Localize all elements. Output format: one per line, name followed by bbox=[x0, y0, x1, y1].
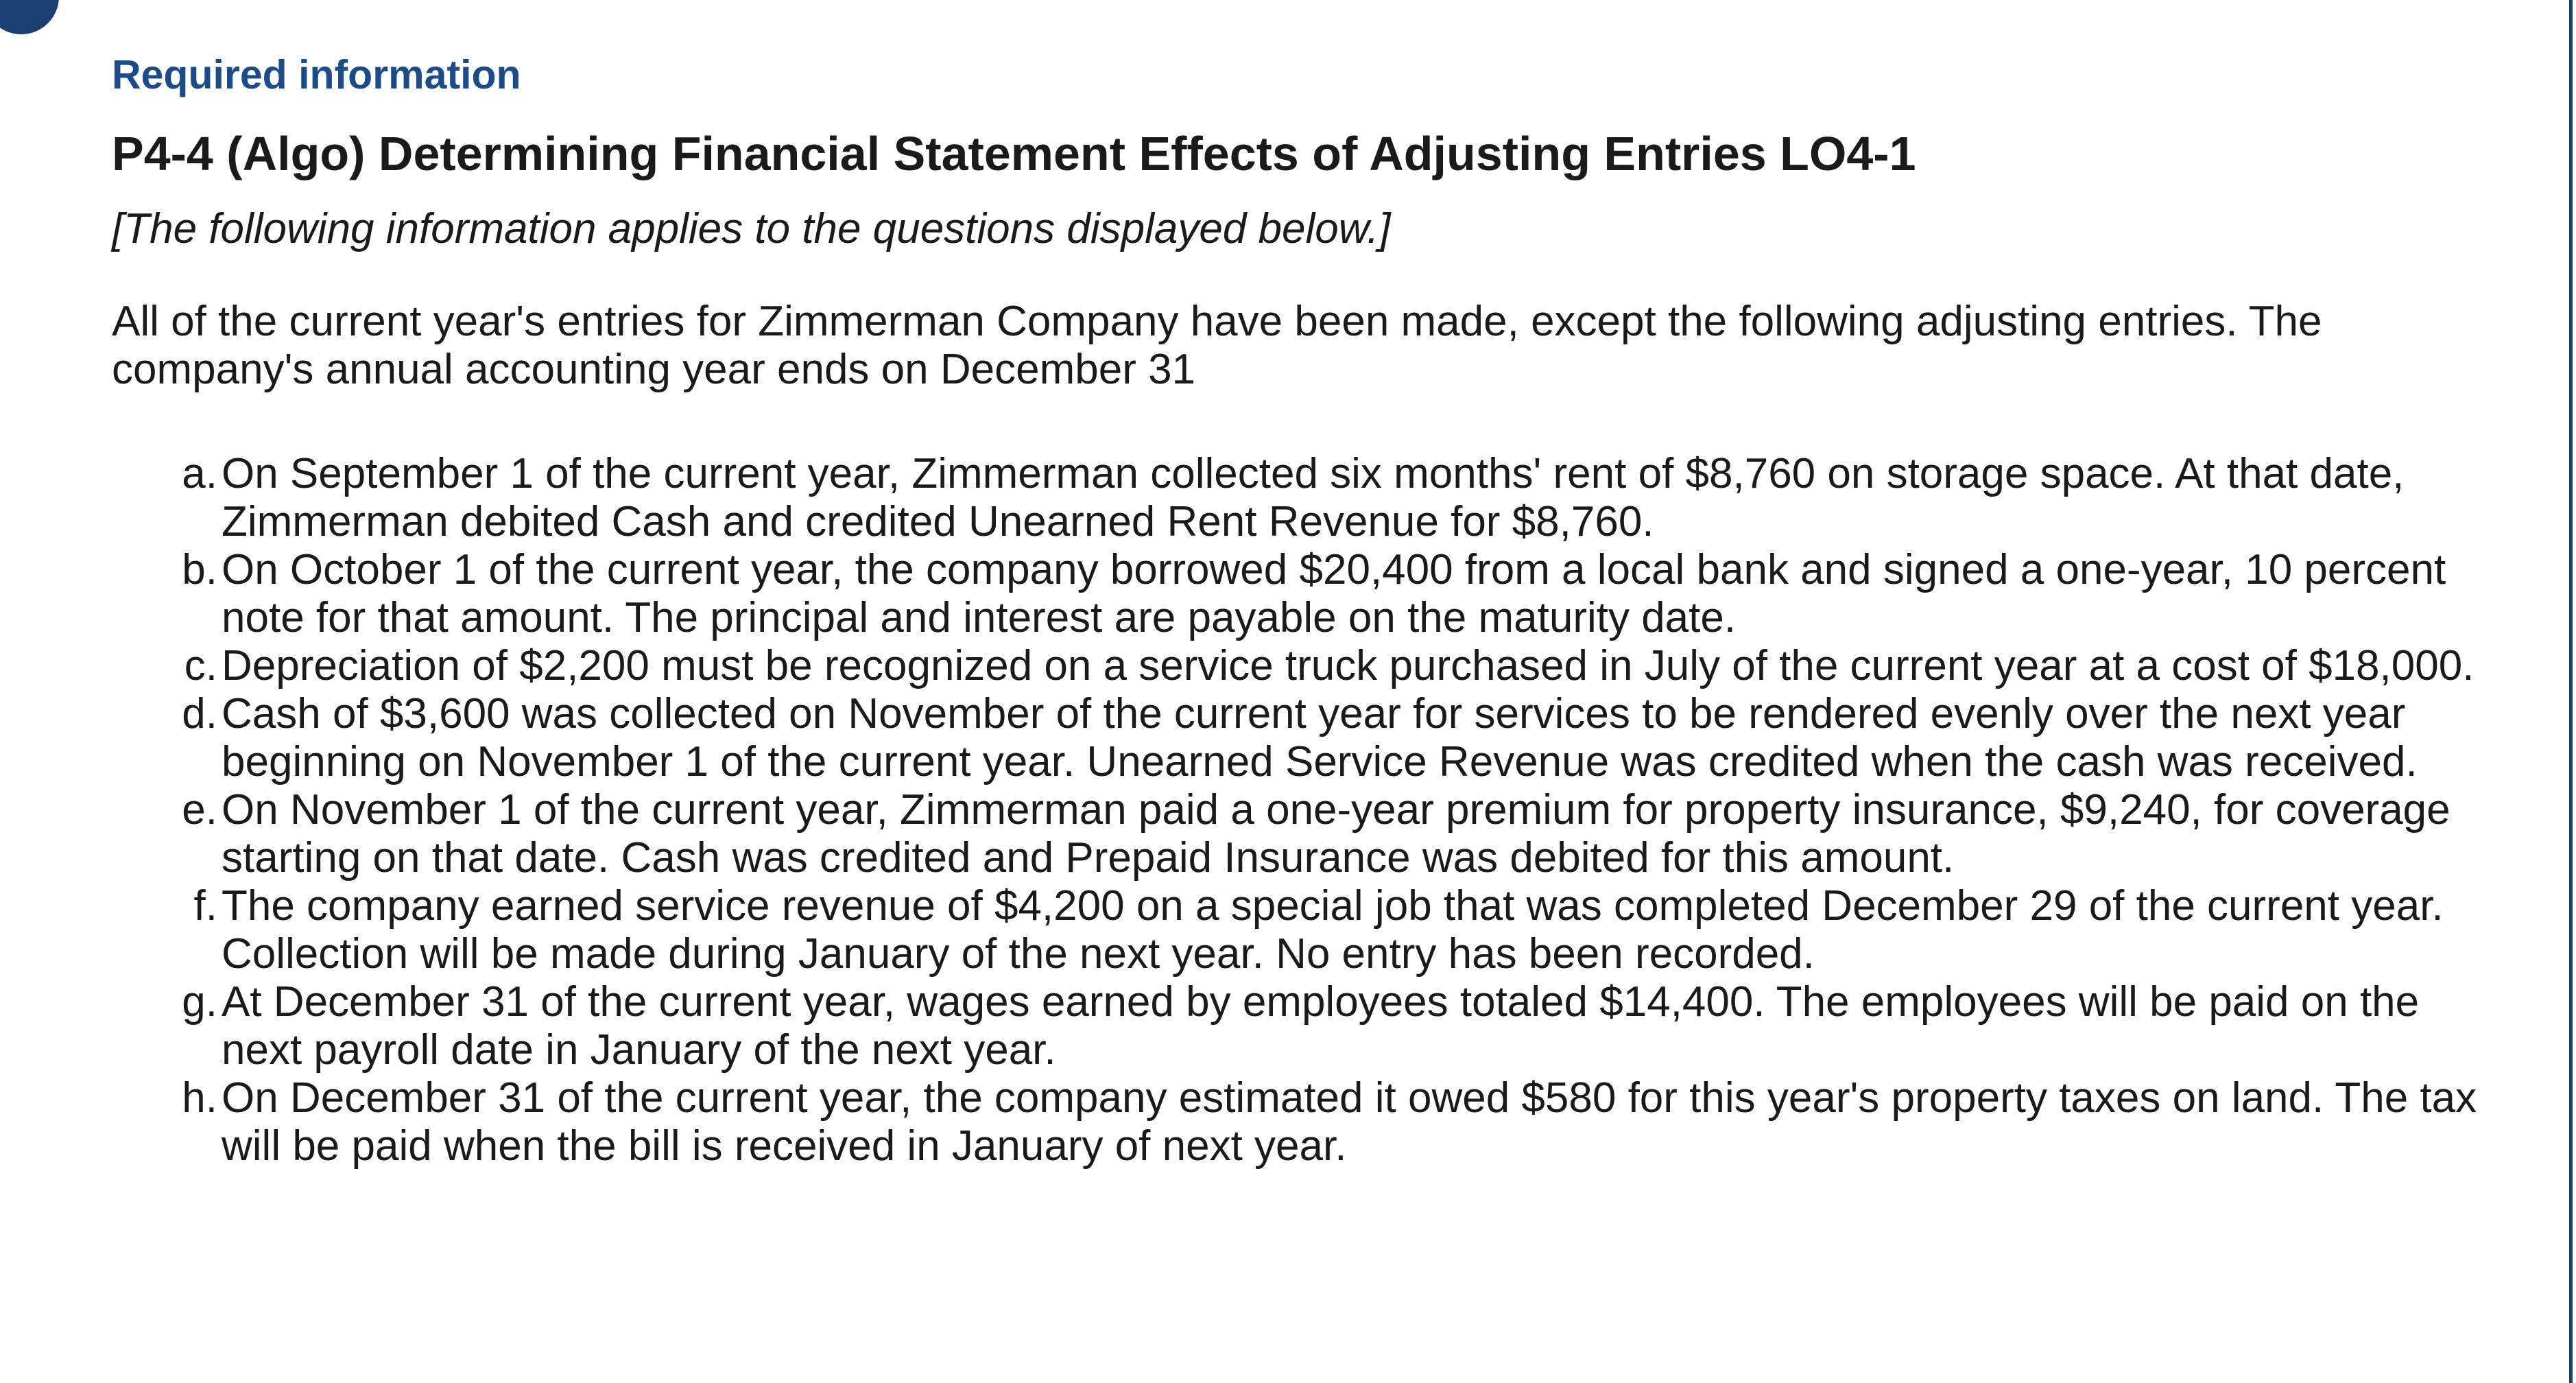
entry-h bbox=[112, 1074, 2499, 1170]
entry-letter: f. bbox=[193, 882, 217, 930]
entry-letter: h. bbox=[182, 1074, 217, 1122]
entry-a bbox=[112, 450, 2499, 546]
scenario-paragraph: All of the current year's entries for Zimmerman Company have been made, except the following adjusting entries. The company's annual accounting year ends on December 31 bbox=[112, 298, 2322, 393]
entry-text: The company earned service revenue of $4,200 on a special job that was completed December 29 of the current year. Collection will be made during January of the next year. No entry has been recorded. bbox=[222, 882, 2444, 978]
entry-text: At December 31 of the current year, wages earned by employees totaled $14,400. The employees will be paid on the next payroll date in January of the next year. bbox=[222, 978, 2420, 1074]
entry-g bbox=[112, 978, 2499, 1074]
adjusting-entries-list bbox=[112, 450, 2499, 1170]
entry-letter: c. bbox=[184, 642, 217, 689]
intro-note: [The following information applies to the questions displayed below.] bbox=[112, 205, 1391, 252]
entry-d bbox=[112, 690, 2499, 786]
entry-text: On November 1 of the current year, Zimmerman paid a one-year premium for property insurance, $9,240, for coverage starting on that date. Cash was credited and Prepaid Insurance was debited for this amount. bbox=[222, 786, 2450, 882]
right-border-rule bbox=[2569, 0, 2573, 1383]
entry-text: Depreciation of $2,200 must be recognized on a service truck purchased in July of the current year at a cost of $18,000. bbox=[222, 642, 2474, 689]
entry-text: On December 31 of the current year, the company estimated it owed $580 for this year's property taxes on land. The tax will be paid when the bill is received in January of next year. bbox=[222, 1074, 2477, 1170]
question-content bbox=[112, 45, 2499, 1170]
entry-letter: d. bbox=[182, 690, 217, 737]
entry-f bbox=[112, 882, 2499, 978]
entry-text: On October 1 of the current year, the company borrowed $20,400 from a local bank and signed a one-year, 10 percent note for that amount. The principal and interest are payable on the maturity date. bbox=[222, 546, 2446, 641]
question-badge bbox=[0, 0, 59, 34]
entry-e bbox=[112, 786, 2499, 882]
entry-letter: e. bbox=[182, 786, 217, 834]
entry-text: On September 1 of the current year, Zimmerman collected six months' rent of $8,760 on storage space. At that date, Zimmerman debited Cash and credited Unearned Rent Revenue for $8,760. bbox=[222, 450, 2405, 545]
entry-text: Cash of $3,600 was collected on November of the current year for services to be rendered evenly over the next year beginning on November 1 of the current year. Unearned Service Revenue was credited when the cash was received. bbox=[222, 690, 2418, 785]
entry-letter: a. bbox=[182, 450, 217, 497]
entry-letter: b. bbox=[182, 546, 217, 593]
entry-letter: g. bbox=[182, 978, 217, 1026]
problem-title: P4-4 (Algo) Determining Financial Statement Effects of Adjusting Entries LO4-1 bbox=[112, 127, 1916, 180]
entry-c bbox=[112, 642, 2499, 690]
required-information-label: Required information bbox=[112, 52, 521, 97]
entry-b bbox=[112, 546, 2499, 642]
